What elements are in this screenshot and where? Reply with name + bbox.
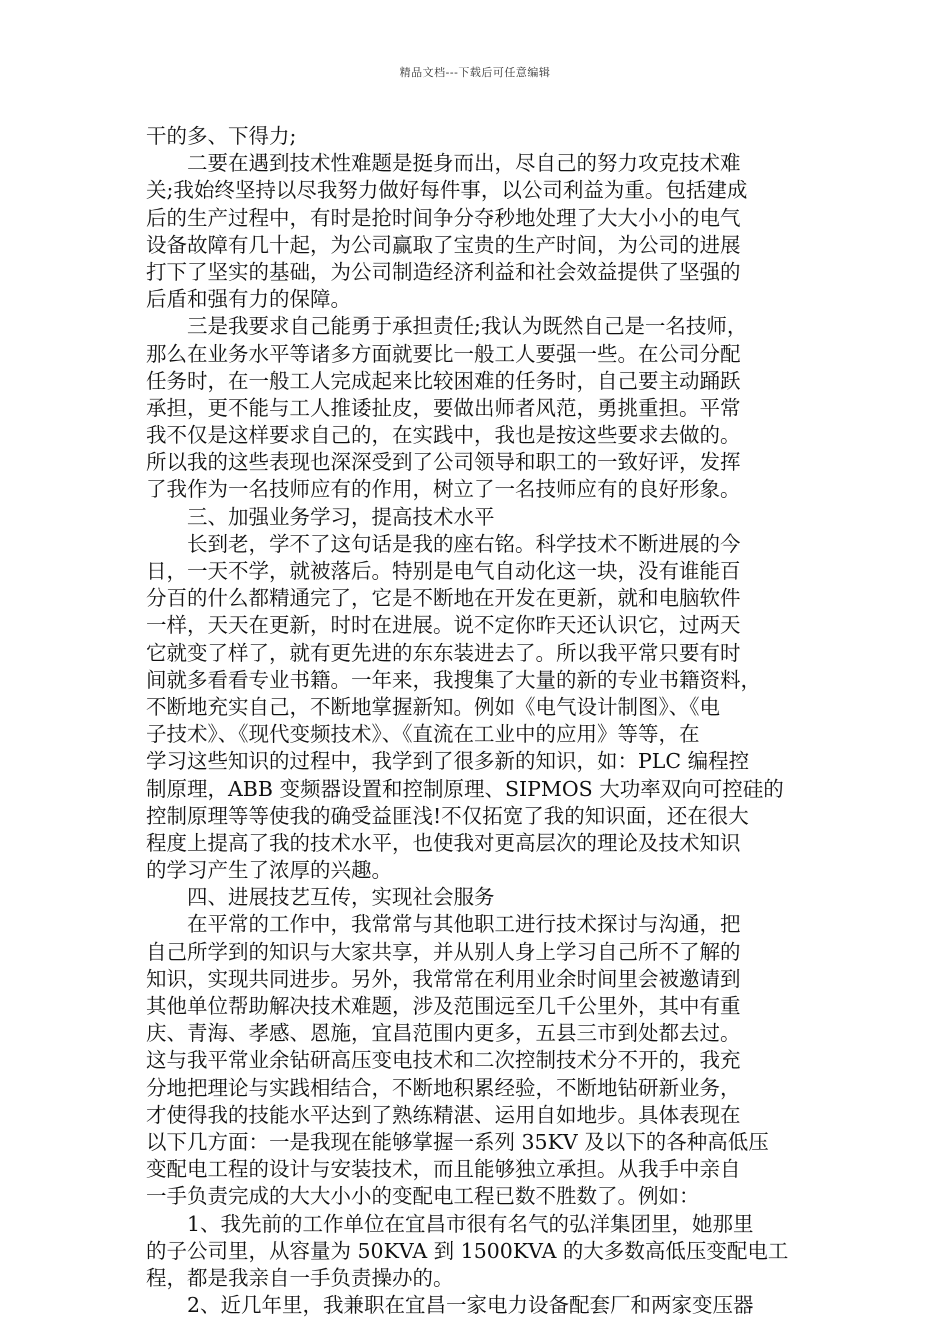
text-line: 以下几方面：一是我现在能够掌握一系列 35KV 及以下的各种高低压	[146, 1129, 769, 1154]
text-line: 干的多、下得力;	[146, 124, 297, 148]
text-line: 承担，更不能与工人推诿扯皮，要做出师者风范，勇挑重担。平常	[146, 395, 741, 420]
page-header: 精品文档---下载后可任意编辑	[399, 66, 551, 79]
text-line: 设备故障有几十起，为公司赢取了宝贵的生产时间，为公司的进展	[146, 232, 741, 257]
text-line: 在平常的工作中，我常常与其他职工进行技术探讨与沟通，把	[146, 912, 741, 937]
text-line: 所以我的这些表现也深深受到了公司领导和职工的一致好评，发挥	[146, 450, 741, 475]
text-line: 这与我平常业余钻研高压变电技术和二次控制技术分不开的，我充	[146, 1048, 741, 1073]
text-line: 庆、青海、孝感、恩施，宜昌范围内更多，五县三市到处都去过。	[146, 1021, 741, 1046]
text-line: 间就多看看专业书籍。一年来，我搜集了大量的新的专业书籍资料，	[146, 667, 761, 692]
text-line: 它就变了样了，就有更先进的东东装进去了。所以我平常只要有时	[146, 640, 741, 665]
text-line: 一手负责完成的大大小小的变配电工程已数不胜数了。例如：	[146, 1184, 700, 1209]
text-line: 才使得我的技能水平达到了熟练精湛、运用自如地步。具体表现在	[146, 1102, 741, 1127]
text-line: 1、我先前的工作单位在宜昌市很有名气的弘洋集团里，她那里	[146, 1211, 754, 1236]
text-line: 我不仅是这样要求自己的，在实践中，我也是按这些要求去做的。	[146, 423, 741, 448]
text-line: 二要在遇到技术性难题是挺身而出，尽自己的努力攻克技术难	[146, 151, 741, 176]
text-line: 分百的什么都精通完了，它是不断地在开发在更新，就和电脑软件	[146, 586, 741, 611]
text-line: 知识，实现共同进步。另外，我常常在利用业余时间里会被邀请到	[146, 966, 741, 991]
text-line: 自己所学到的知识与大家共享，并从别人身上学习自己所不了解的	[146, 939, 741, 964]
text-line: 的学习产生了浓厚的兴趣。	[146, 858, 392, 883]
text-line: 打下了坚实的基础，为公司制造经济利益和社会效益提供了坚强的	[146, 259, 741, 284]
text-line: 三是我要求自己能勇于承担责任;我认为既然自己是一名技师，	[146, 314, 748, 339]
text-line: 学习这些知识的过程中，我学到了很多新的知识，如：PLC 编程控	[146, 749, 750, 774]
text-line: 日，一天不学，就被落后。特别是电气自动化这一块，没有谁能百	[146, 559, 741, 583]
text-line: 后盾和强有力的保障。	[146, 287, 351, 312]
text-line: 子技术》、《现代变频技术》、《直流在工业中的应用》等等，在	[146, 722, 700, 747]
text-line: 其他单位帮助解决技术难题，涉及范围远至几千公里外，其中有重	[146, 994, 741, 1018]
text-line: 后的生产过程中，有时是抢时间争分夺秒地处理了大大小小的电气	[146, 205, 741, 230]
text-line: 分地把理论与实践相结合，不断地积累经验，不断地钻研新业务，	[146, 1075, 741, 1100]
text-line: 三、加强业务学习，提高技术水平	[146, 504, 495, 529]
text-line: 长到老，学不了这句话是我的座右铭。科学技术不断进展的今	[146, 531, 741, 556]
text-line: 任务时，在一般工人完成起来比较困难的任务时，自己要主动踊跃	[146, 368, 741, 393]
text-line: 制原理，ABB 变频器设置和控制原理、SIPMOS 大功率双向可控硅的	[146, 776, 784, 801]
text-line: 程，都是我亲自一手负责操办的。	[146, 1265, 454, 1290]
text-line: 程度上提高了我的技术水平，也使我对更高层次的理论及技术知识	[146, 830, 741, 855]
text-line: 一样，天天在更新，时时在进展。说不定你昨天还认识它，过两天	[146, 613, 741, 638]
text-line: 关;我始终坚持以尽我努力做好每件事，以公司利益为重。包括建成	[146, 178, 748, 203]
text-line: 的子公司里，从容量为 50KVA 到 1500KVA 的大多数高低压变配电工	[146, 1238, 789, 1263]
text-line: 2、近几年里，我兼职在宜昌一家电力设备配套厂和两家变压器	[146, 1293, 754, 1318]
text-line: 控制原理等等使我的确受益匪浅!不仅拓宽了我的知识面，还在很大	[146, 803, 749, 828]
document-body	[146, 123, 818, 1319]
text-line: 那么在业务水平等诸多方面就要比一般工人要强一些。在公司分配	[146, 341, 741, 366]
text-line: 不断地充实自己，不断地掌握新知。例如《电气设计制图》、《电	[146, 694, 720, 719]
text-line: 了我作为一名技师应有的作用，树立了一名技师应有的良好形象。	[146, 477, 741, 502]
text-line: 变配电工程的设计与安装技术，而且能够独立承担。从我手中亲自	[146, 1157, 741, 1182]
text-line: 四、进展技艺互传，实现社会服务	[146, 885, 495, 910]
